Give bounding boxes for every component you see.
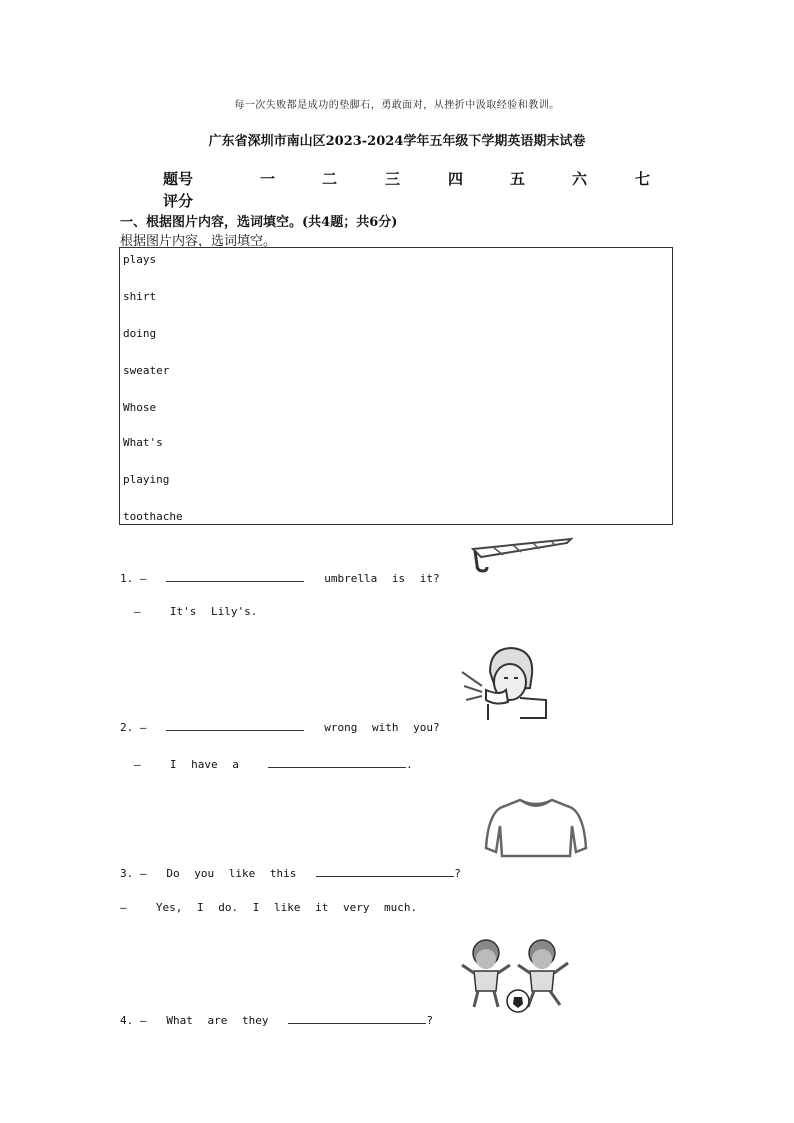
kids-football-icon [456,935,580,1015]
score-col-7: 七 [635,170,651,188]
word-bank-item: doing [123,327,157,340]
score-col-3: 三 [385,170,401,188]
reply-3: — Yes, I do. I like it very much. [120,901,418,914]
answer-blank[interactable] [268,755,406,768]
question-3: 3. — Do you like this ? [120,864,461,880]
sick-person-icon [460,642,550,720]
question-1: 1. — umbrella is it? [120,569,440,585]
answer-blank[interactable] [288,1011,426,1024]
answer-blank[interactable] [316,864,454,877]
question-number: 2. [120,721,134,734]
score-label: 评分 [163,192,194,210]
question-number: 4. [120,1014,134,1027]
score-col-5: 五 [510,170,526,188]
score-col-4: 四 [448,170,464,188]
question-number: 1. [120,572,134,585]
score-col-2: 二 [322,170,338,188]
word-bank-item: sweater [123,364,170,377]
word-bank-item: toothache [123,510,183,523]
score-table-header [0,168,794,188]
section-heading: 一、根据图片内容，选词填空。(共4题；共6分) [120,215,398,230]
question-4: 4. — What are they ? [120,1011,433,1027]
word-bank-item: plays [123,253,157,266]
motto: 每一次失败都是成功的垫脚石，勇敢面对，从挫折中汲取经验和教训。 [234,100,560,111]
word-bank-item: shirt [123,290,157,303]
question-number: 3. [120,867,134,880]
score-row-label: 题号 [163,170,194,188]
question-2: 2. — wrong with you? [120,718,440,734]
reply-1: — It's Lily's. [134,605,258,618]
score-col-1: 一 [260,170,276,188]
word-bank-item: playing [123,473,170,486]
sweater-icon [482,794,590,860]
answer-blank[interactable] [166,569,304,582]
section-instruction: 根据图片内容，选词填空。 [120,234,277,249]
word-bank-item: Whose [123,401,157,414]
score-col-6: 六 [572,170,588,188]
word-bank-item: What's [123,436,163,449]
answer-blank[interactable] [166,718,304,731]
exam-title: 广东省深圳市南山区2023-2024学年五年级下学期英语期末试卷 [208,134,586,149]
umbrella-icon [463,535,575,575]
word-bank [119,247,673,525]
reply-2: — I have a . [134,755,413,771]
